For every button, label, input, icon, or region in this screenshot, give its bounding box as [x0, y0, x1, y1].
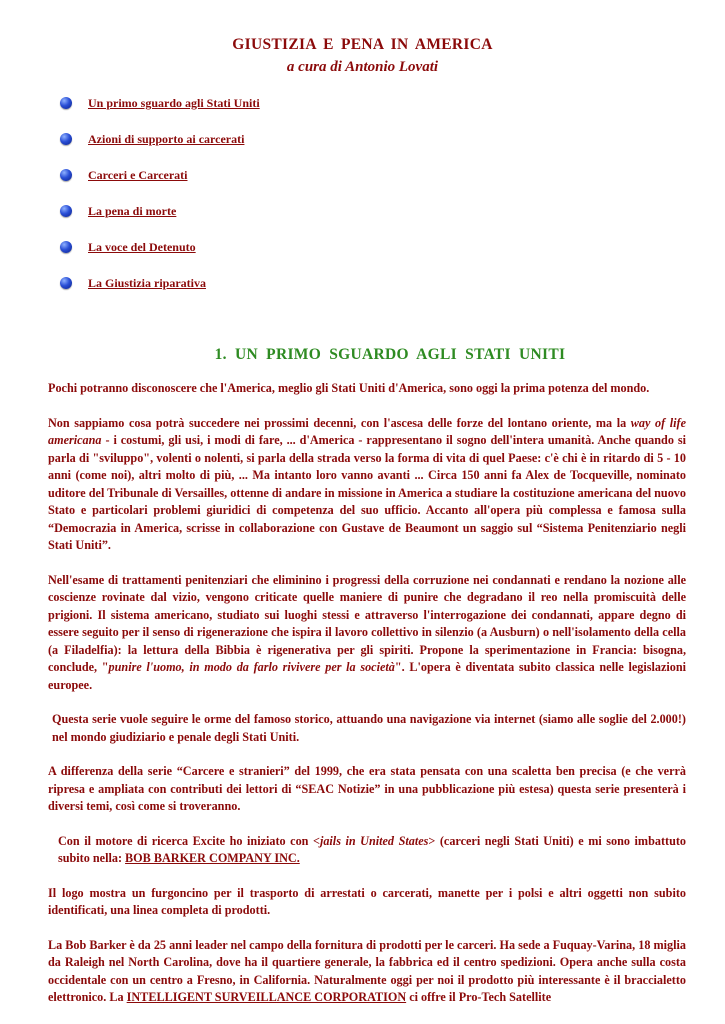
section-body: [48, 380, 686, 1007]
toc-link-pena-di-morte[interactable]: La pena di morte: [88, 204, 177, 218]
toc-link-carceri-carcerati[interactable]: Carceri e Carcerati: [88, 168, 188, 182]
document-subtitle: a cura di Antonio Lovati: [286, 59, 439, 75]
blue-bullet-icon: [60, 97, 72, 109]
intelligent-surveillance-link[interactable]: INTELLIGENT SURVEILLANCE CORPORATION: [126, 990, 407, 1004]
blue-bullet-icon: [60, 169, 72, 181]
bob-barker-link[interactable]: BOB BARKER COMPANY INC.: [125, 851, 300, 865]
blue-bullet-icon: [60, 205, 72, 217]
blue-bullet-icon: [60, 277, 72, 289]
document-title: GIUSTIZIA E PENA IN AMERICA: [232, 36, 493, 53]
blue-bullet-icon: [60, 133, 72, 145]
paragraph: Nell'esame di trattamenti penitenziari che eliminino i progressi della corruzione nei condannati e rendano la nozione alle coscienze rovinate dal vizio, vengono criticate quelle maniere di punire che degradano il reo nella promiscuità delle prigioni. Il sistema americano, studiato sui luoghi stessi e attraverso l'interrogazione dei condannati, appare degno di essere seguito per il senso di rigenerazione che ispira il lavoro collettivo in silenzio (a Ausburn) o nell'isolamento della cella (a Filadelfia): la lettura della Bibbia è rigenerativa per gli spiriti. Propone la sperimentazione in Francia: bisogna, conclude, "punire l'uomo, in modo da farlo rivivere per la società". L'opera è diventata subito classica nelle legislazioni europee.: [48, 572, 686, 692]
paragraph: Il logo mostra un furgoncino per il trasporto di arrestati o carcerati, manette per i polsi e altri oggetti non subito identificati, una linea completa di prodotti.: [48, 885, 686, 917]
paragraph: Non sappiamo cosa potrà succedere nei prossimi decenni, con l'ascesa delle forze del lontano oriente, ma la way of life americana - i costumi, gli usi, i modi di fare, ... d'America - rappresentano il sogno dell'intera umanità. Anche quando si parla di "sviluppo", volenti o nolenti, si parla della strada verso la forma di vita di quel Paese: c'è chi è in ritardo di 5 - 10 anni (come noi), altri molto di più, ... Ma intanto loro vanno avanti ... Circa 150 anni fa Alex de Tocqueville, nominato uditore del Tribunale di Versailles, ottenne di andare in missione in America a studiare la costituzione americana del nuovo Stato e particolari problemi giuridici di competenza del suo ufficio. Accanto all'opera più complessa e famosa sulla “Democrazia in America, scrisse in collaborazione con Gustave de Beaumont un saggio sul “Sistema Penitenziario negli Stati Uniti”.: [48, 415, 687, 552]
section-heading: 1. UN PRIMO SGUARDO AGLI STATI UNITI: [214, 346, 566, 363]
paragraph: Pochi potranno disconoscere che l'America, meglio gli Stati Uniti d'America, sono oggi la prima potenza del mondo.: [48, 381, 650, 395]
toc-link-azioni-supporto[interactable]: Azioni di supporto ai carcerati: [88, 132, 245, 146]
toc-link-voce-detenuto[interactable]: La voce del Detenuto: [88, 240, 196, 254]
paragraph: Con il motore di ricerca Excite ho iniziato con <jails in United States> (carceri negli Stati Uniti) e mi sono imbattuto subito nella: BOB BARKER COMPANY INC.: [58, 833, 687, 865]
toc-link-giustizia-riparativa[interactable]: La Giustizia riparativa: [88, 276, 206, 290]
paragraph: La Bob Barker è da 25 anni leader nel campo della fornitura di prodotti per le carceri. Ha sede a Fuquay-Varina, 18 miglia da Raleigh nel North Carolina, dove ha il quartiere generale, la fabbrica ed il centro spedizioni. Opera anche sulla costa occidentale con un centro a Fresno, in California. Naturalmente oggi per noi il prodotto più interessante è il braccialetto elettronico. La INTELLIGENT SURVEILLANCE CORPORATION ci offre il Pro-Tech Satellite: [48, 937, 686, 1004]
toc-link-primo-sguardo[interactable]: Un primo sguardo agli Stati Uniti: [88, 96, 260, 110]
paragraph: Questa serie vuole seguire le orme del famoso storico, attuando una navigazione via internet (siamo alle soglie del 2.000!) nel mondo giudiziario e penale degli Stati Uniti.: [52, 712, 686, 744]
blue-bullet-icon: [60, 241, 72, 253]
paragraph: A differenza della serie “Carcere e stranieri” del 1999, che era stata pensata con una scaletta ben precisa (e che verrà ripresa e ampliata con contributi dei lettori di “SEAC Notizie” in una pubblicazione più estesa) questa serie presenterà i diversi temi, così come si troveranno.: [48, 764, 686, 813]
